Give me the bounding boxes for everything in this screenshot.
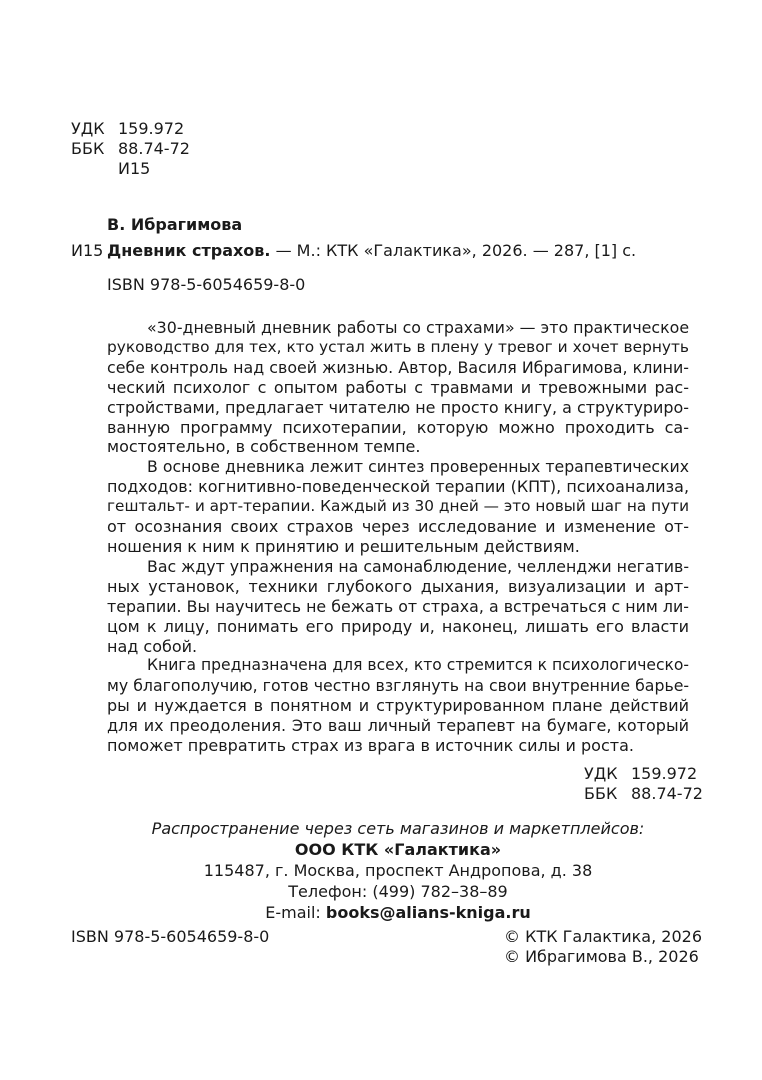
- udk-label-bottom: УДК: [584, 764, 618, 783]
- publisher-phone: Телефон: (499) 782–38–89: [288, 882, 508, 901]
- annotation: [107, 318, 689, 756]
- publisher-email-line: [107, 902, 689, 923]
- publisher-address: 115487, г. Москва, проспект Андропова, д. 38: [203, 861, 593, 880]
- bbk-value-bottom: 88.74-72: [631, 784, 703, 803]
- annotation-line: Вас ждут упражнения на самонаблюдение, челленджи негатив-: [147, 556, 690, 576]
- annotation-line: подходов: когнитивно-поведенческой терапии (КПТ), психоанализа,: [107, 477, 690, 497]
- isbn-top: ISBN 978-5-6054659-8-0: [107, 275, 306, 294]
- book-title: Дневник страхов.: [107, 241, 271, 260]
- annotation-line: В основе дневника лежит синтез проверенных терапевтических: [147, 457, 690, 477]
- distribution-intro: Распространение через сеть магазинов и маркетплейсов:: [151, 819, 645, 838]
- annotation-paragraph: [107, 318, 689, 457]
- annotation-line: ческий психолог с опытом работы с травмами и тревожными рас-: [107, 377, 690, 397]
- annotation-line: ных установок, техники глубокого дыхания, визуализации и арт-: [107, 576, 690, 596]
- copyright-author: © Ибрагимова В., 2026: [504, 947, 699, 966]
- annotation-line: му благополучию, готов честно взглянуть на свои внутренние барье-: [107, 676, 690, 696]
- bibliographic-details: — М.: КТК «Галактика», 2026. — 287, [1] с.: [270, 241, 637, 260]
- distribution-block: [107, 818, 689, 923]
- annotation-paragraph: [107, 557, 689, 657]
- classification-bottom: [584, 764, 703, 804]
- annotation-line: «30-дневный дневник работы со страхами» — это практическое: [147, 318, 690, 337]
- classification-block: [71, 119, 190, 179]
- annotation-line: поможет превратить страх из врага в источник силы и роста.: [107, 736, 634, 756]
- author-mark: И15: [118, 159, 151, 178]
- annotation-line: гештальт- и арт-терапии. Каждый из 30 дней — это новый шаг на пути: [107, 497, 690, 516]
- annotation-line: руководство для тех, кто устал жить в плену у тревог и хочет вернуть: [107, 337, 689, 356]
- author-name: В. Ибрагимова: [107, 215, 243, 234]
- isbn-bottom: ISBN 978-5-6054659-8-0: [71, 927, 270, 946]
- annotation-line: для их преодоления. Это ваш личный терапевт на бумаге, который: [107, 716, 689, 736]
- annotation-paragraph: [107, 656, 689, 756]
- copyright-block: [504, 927, 702, 967]
- copyright-publisher: © КТК Галактика, 2026: [504, 927, 702, 946]
- annotation-line: ванную программу психотерапии, которую можно проходить са-: [107, 417, 689, 437]
- udk-label: УДК: [71, 119, 105, 138]
- udk-row-bottom: [584, 764, 703, 784]
- annotation-line: цом к лицу, понимать его природу и, наконец, лишать его власти: [107, 616, 690, 636]
- bbk-row-bottom: [584, 784, 703, 804]
- bbk-label-bottom: ББК: [584, 784, 618, 803]
- annotation-line: от осознания своих страхов через исследование и изменение от-: [107, 517, 690, 537]
- annotation-line: себе контроль над своей жизнью. Автор, Василя Ибрагимова, клини-: [107, 357, 689, 377]
- bbk-row: [71, 139, 190, 159]
- annotation-line: Книга предназначена для всех, кто стремится к психологическо-: [147, 656, 690, 675]
- annotation-line: терапии. Вы научитесь не бежать от страха, а встречаться с ним ли-: [107, 596, 689, 616]
- udk-row: [71, 119, 190, 139]
- annotation-line: мостоятельно, в собственном темпе.: [107, 437, 421, 457]
- annotation-paragraph: [107, 457, 689, 557]
- email-label: E-mail:: [265, 903, 326, 922]
- bbk-value: 88.74-72: [118, 139, 190, 158]
- bbk-label: ББК: [71, 139, 105, 158]
- udk-value-bottom: 159.972: [631, 764, 698, 783]
- annotation-line: над собой.: [107, 636, 198, 656]
- udk-value: 159.972: [118, 119, 185, 138]
- email-link[interactable]: books@alians-kniga.ru: [325, 903, 531, 922]
- bibliographic-record: [107, 241, 636, 261]
- publisher-name: ООО КТК «Галактика»: [294, 840, 502, 859]
- annotation-line: стройствами, предлагает читателю не просто книгу, а структуриро-: [107, 397, 689, 417]
- annotation-line: ры и нуждается в понятном и структурированном плане действий: [107, 696, 689, 716]
- author-code: И15: [71, 241, 104, 260]
- annotation-line: ношения к ним к принятию и решительным действиям.: [107, 536, 580, 556]
